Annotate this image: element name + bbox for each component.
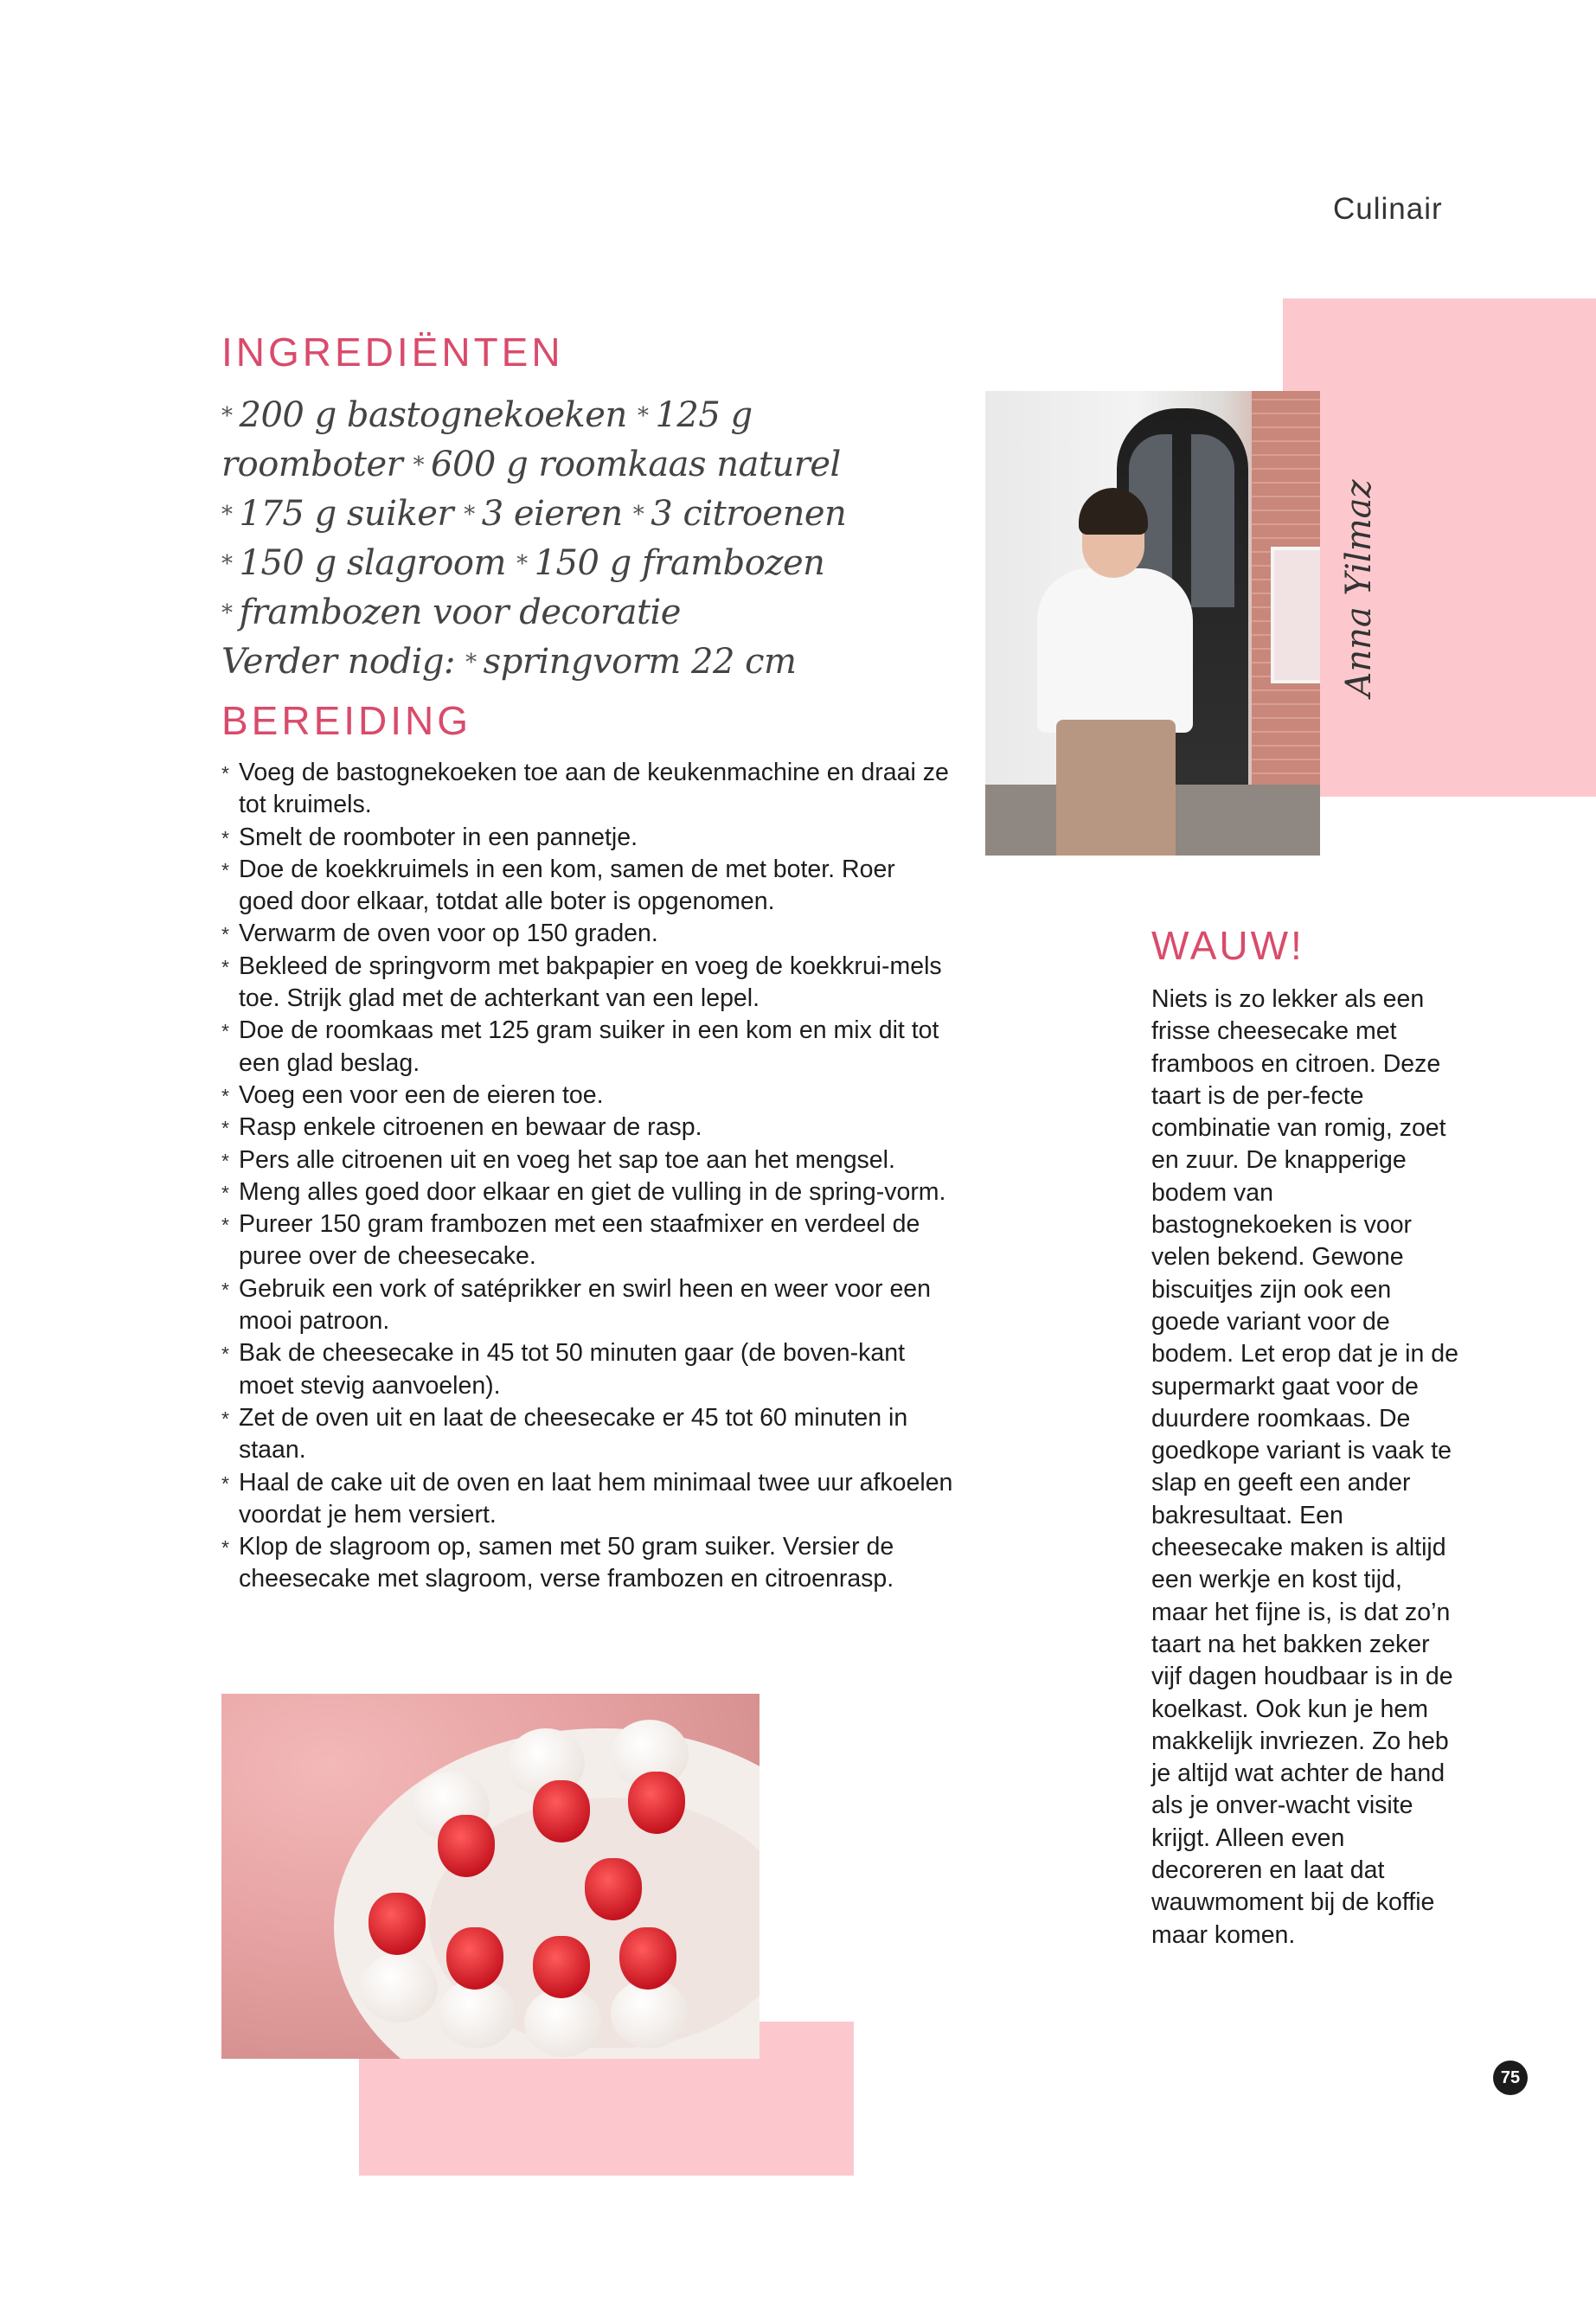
ingredients-heading: INGREDIËNTEN	[221, 330, 564, 375]
bullet-star-icon: *	[637, 403, 649, 429]
photo-cream-dollop	[438, 1979, 516, 2048]
step-text: Doe de koekkruimels in een kom, samen de met boter. Roer goed door elkaar, totdat alle boter is opgenomen.	[239, 855, 895, 916]
ingredient-item: 125 g roomboter	[221, 395, 753, 484]
cheesecake-photo	[221, 1694, 760, 2059]
photo-raspberry	[628, 1772, 685, 1834]
list-item	[221, 1144, 957, 1176]
step-text: Pureer 150 gram frambozen met een staafmixer en verdeel de puree over de cheesecake.	[239, 1210, 920, 1271]
bullet-star-icon: *	[221, 551, 233, 577]
bullet-star-icon: *	[221, 502, 233, 528]
bullet-star-icon: *	[413, 452, 424, 478]
list-item	[221, 1208, 957, 1273]
bullet-star-icon: *	[221, 600, 233, 626]
list-item	[221, 757, 957, 822]
list-item	[221, 1531, 957, 1596]
list-item	[221, 1015, 957, 1080]
step-text: Zet de oven uit en laat de cheesecake er 45 tot 60 minuten in staan.	[239, 1403, 908, 1465]
photo-raspberry	[585, 1858, 642, 1920]
step-text: Voeg de bastognekoeken toe aan de keukenmachine en draai ze tot kruimels.	[239, 759, 949, 819]
ingredient-item: 175 g suiker	[239, 494, 453, 534]
bullet-star-icon: *	[221, 1536, 229, 1560]
bullet-star-icon: *	[221, 826, 229, 849]
photo-cream-dollop	[611, 1979, 689, 2048]
bullet-star-icon: *	[221, 955, 229, 978]
ingredient-item: 200 g bastognekoeken	[239, 395, 627, 435]
bullet-star-icon: *	[221, 1084, 229, 1107]
step-text: Verwarm de oven voor op 150 graden.	[239, 920, 658, 948]
bullet-star-icon: *	[221, 923, 229, 946]
sidebar-text: Niets is zo lekker als een frisse cheesecake met framboos en citroen. Deze taart is de per-fecte combinatie van romig, zoet en zuur. De knapperige bodem van bastognekoeken is voor velen bekend. Gewone biscuitjes zijn ook een goede variant voor de bodem. Let erop dat je in de supermarkt gaat voor de duurdere roomkaas. De goedkope variant is vaak te slap en geeft een ander bakresultaat. Een cheesecake maken is altijd een werkje en kost tijd, maar het fijne is, is dat zo’n taart na het bakken zeker vijf dagen houdbaar is in de koelkast. Ook kun je hem makkelijk invriezen. Zo heb je altijd wat achter de hand als je onver-wacht visite krijgt. Alleen even decoreren en laat dat wauwmoment bij de koffie maar komen.	[1151, 985, 1458, 1949]
list-item	[221, 1467, 957, 1532]
bullet-star-icon: *	[221, 1181, 229, 1204]
list-item	[221, 1337, 957, 1402]
bullet-star-icon: *	[632, 502, 644, 528]
bullet-star-icon: *	[221, 1214, 229, 1237]
section-label: Culinair	[1333, 192, 1443, 226]
ingredients-list	[221, 391, 862, 687]
photo-raspberry	[446, 1927, 503, 1990]
bullet-star-icon: *	[221, 1471, 229, 1495]
photo-person-shirt	[1037, 568, 1193, 733]
bullet-star-icon: *	[221, 403, 233, 429]
list-item	[221, 1080, 957, 1112]
ingredient-item: 600 g roomkaas naturel	[431, 445, 841, 484]
ingredient-item: 3 eieren	[481, 494, 623, 534]
preparation-heading: BEREIDING	[221, 698, 472, 743]
list-item	[221, 1176, 957, 1208]
author-name: Anna Yilmaz	[1339, 479, 1379, 697]
photo-person-apron	[1056, 720, 1176, 856]
bullet-star-icon: *	[221, 762, 229, 785]
step-text: Bak de cheesecake in 45 tot 50 minuten gaar (de boven-kant moet stevig aanvoelen).	[239, 1339, 906, 1400]
step-text: Voeg een voor een de eieren toe.	[239, 1080, 604, 1109]
ingredient-item: 150 g slagroom	[239, 543, 506, 583]
preparation-steps	[221, 757, 957, 1596]
bullet-star-icon: *	[221, 1343, 229, 1366]
photo-raspberry	[438, 1815, 495, 1877]
bullet-star-icon: *	[221, 1117, 229, 1140]
photo-cream-dollop	[360, 1953, 438, 2022]
bullet-star-icon: *	[221, 1149, 229, 1172]
ingredient-item: frambozen voor decoratie	[239, 593, 681, 632]
bullet-star-icon: *	[221, 1020, 229, 1043]
list-item	[221, 1273, 957, 1338]
photo-raspberry	[369, 1893, 426, 1955]
page-number: 75	[1493, 2061, 1528, 2095]
list-item	[221, 951, 957, 1016]
list-item	[221, 854, 957, 919]
author-photo	[985, 391, 1320, 856]
ingredient-item: 150 g frambozen	[534, 543, 825, 583]
photo-window	[1271, 547, 1320, 683]
list-item	[221, 918, 957, 950]
step-text: Smelt de roomboter in een pannetje.	[239, 823, 638, 851]
list-item	[221, 1112, 957, 1144]
extra-item: springvorm 22 cm	[483, 642, 797, 682]
step-text: Pers alle citroenen uit en voeg het sap toe aan het mengsel.	[239, 1145, 895, 1174]
step-text: Klop de slagroom op, samen met 50 gram suiker. Versier de cheesecake met slagroom, verse frambozen en citroenrasp.	[239, 1533, 894, 1593]
extra-label: Verder nodig:	[221, 642, 455, 682]
bullet-star-icon: *	[516, 551, 528, 577]
list-item	[221, 822, 957, 854]
bullet-star-icon: *	[221, 858, 229, 881]
photo-cream-dollop	[524, 1988, 602, 2057]
step-text: Doe de roomkaas met 125 gram suiker in een kom en mix dit tot een glad beslag.	[239, 1016, 939, 1077]
bullet-star-icon: *	[221, 1278, 229, 1301]
photo-raspberry	[533, 1936, 590, 1998]
step-text: Bekleed de springvorm met bakpapier en voeg de koekkrui-mels toe. Strijk glad met de achterkant van een lepel.	[239, 952, 942, 1013]
sidebar-heading: WAUW!	[1151, 923, 1304, 968]
photo-raspberry	[619, 1927, 676, 1990]
step-text: Meng alles goed door elkaar en giet de vulling in de spring-vorm.	[239, 1177, 946, 1206]
bullet-star-icon: *	[464, 502, 475, 528]
list-item	[221, 1402, 957, 1467]
ingredient-item: 3 citroenen	[651, 494, 847, 534]
photo-raspberry	[533, 1780, 590, 1843]
step-text: Rasp enkele citroenen en bewaar de rasp.	[239, 1113, 702, 1142]
step-text: Haal de cake uit de oven en laat hem minimaal twee uur afkoelen voordat je hem versiert.	[239, 1468, 953, 1529]
bullet-star-icon: *	[221, 1407, 229, 1430]
step-text: Gebruik een vork of satéprikker en swirl heen en weer voor een mooi patroon.	[239, 1274, 931, 1336]
pink-block-top-right	[1283, 298, 1596, 797]
bullet-star-icon: *	[465, 650, 477, 676]
